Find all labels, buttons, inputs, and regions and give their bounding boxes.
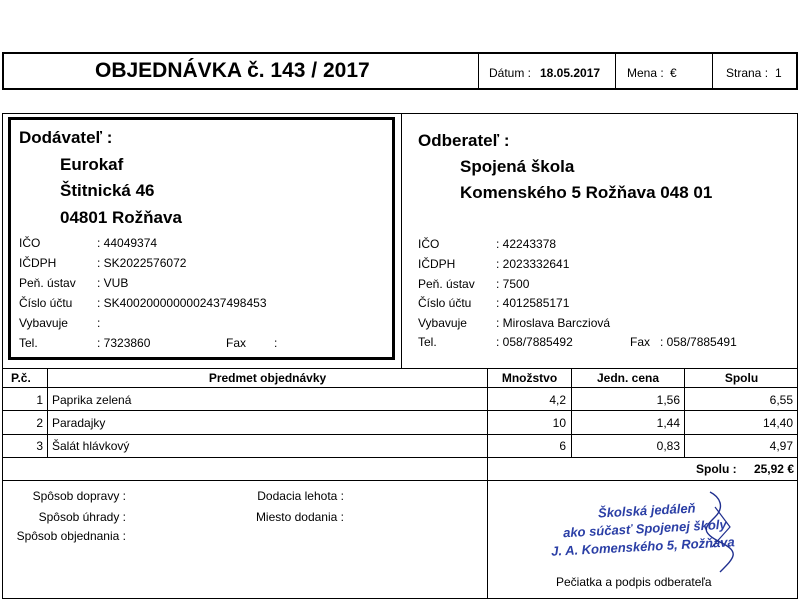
- table-sum-line: [2, 480, 798, 481]
- customer-account-label: Číslo účtu: [418, 296, 472, 310]
- stamp-line-2: ako súčasť Spojenej školy: [562, 516, 728, 541]
- supplier-phone-label: Tel.: [19, 336, 38, 350]
- customer-heading: Odberateľ :: [418, 131, 510, 150]
- row1-qty: 4,2: [549, 393, 566, 407]
- supplier-ico-label: IČO: [19, 236, 41, 250]
- supplier-account-value: : SK4002000000002437498453: [97, 296, 267, 310]
- customer-account-value: : 4012585171: [496, 296, 570, 310]
- customer-address: Komenského 5 Rožňava 048 01: [460, 183, 713, 202]
- sum-label: Spolu :: [696, 462, 737, 476]
- row1-total: 6,55: [769, 393, 793, 407]
- customer-fax-label: Fax: [630, 335, 651, 349]
- row3-qty: 6: [559, 439, 566, 453]
- parties-divider: [401, 114, 402, 368]
- signature-scribble: [690, 487, 750, 577]
- row1-no: 1: [36, 393, 43, 407]
- supplier-bank-value: : VUB: [97, 276, 129, 290]
- supplier-phone-value: : 7323860: [97, 336, 151, 350]
- footer-divider: [487, 480, 488, 598]
- date-value: 18.05.2017: [540, 66, 601, 80]
- row3-item: Šalát hlávkový: [52, 439, 130, 453]
- payment-label: Spôsob úhrady :: [38, 510, 126, 524]
- customer-icdph-label: IČDPH: [418, 257, 456, 271]
- row3-price: 0,83: [656, 439, 680, 453]
- table-row3-line: [2, 457, 798, 458]
- table-top-line: [2, 368, 798, 369]
- row1-price: 1,56: [656, 393, 680, 407]
- row3-total: 4,97: [769, 439, 793, 453]
- transport-label: Spôsob dopravy :: [32, 489, 126, 503]
- supplier-bank-label: Peň. ústav: [19, 276, 76, 290]
- col-header-qty: Množstvo: [501, 371, 558, 385]
- row1-item: Paprika zelená: [52, 393, 132, 407]
- signature-label: Pečiatka a podpis odberateľa: [556, 575, 712, 589]
- customer-phone-value: : 058/7885492: [496, 335, 573, 349]
- row2-qty: 10: [552, 416, 566, 430]
- row2-no: 2: [36, 416, 43, 430]
- supplier-fax-value: :: [274, 336, 278, 350]
- col-header-no: P.č.: [11, 371, 31, 385]
- stamp-line-3: J. A. Komenského 5, Rožňava: [550, 534, 736, 559]
- sum-value: 25,92 €: [753, 462, 794, 476]
- supplier-handler-label: Vybavuje: [19, 316, 68, 330]
- row2-item: Paradajky: [52, 416, 106, 430]
- customer-ico-value: : 42243378: [496, 237, 557, 251]
- customer-bank-label: Peň. ústav: [418, 277, 475, 291]
- customer-handler-label: Vybavuje: [418, 316, 467, 330]
- customer-ico-label: IČO: [418, 237, 440, 251]
- supplier-icdph-label: IČDPH: [19, 256, 57, 270]
- customer-handler-value: : Miroslava Barcziová: [496, 316, 611, 330]
- customer-phone-label: Tel.: [418, 335, 437, 349]
- row3-no: 3: [36, 439, 43, 453]
- supplier-name: Eurokaf: [60, 155, 124, 174]
- col-header-total: Spolu: [724, 371, 759, 385]
- stamp-line-1: Školská jedáleň: [597, 500, 696, 521]
- table-header-line: [2, 387, 798, 388]
- order-method-label: Spôsob objednania :: [16, 529, 126, 543]
- currency-label: Mena :: [627, 66, 664, 80]
- col-header-price: Jedn. cena: [596, 371, 660, 385]
- supplier-handler-value: :: [97, 316, 101, 330]
- delivery-time-label: Dodacia lehota :: [257, 489, 344, 503]
- customer-icdph-value: : 2023332641: [496, 257, 570, 271]
- currency-value: €: [670, 66, 677, 80]
- supplier-heading: Dodávateľ :: [19, 128, 113, 147]
- customer-bank-value: : 7500: [496, 277, 530, 291]
- page-value: 1: [775, 66, 782, 80]
- header-divider-2: [615, 53, 616, 89]
- page-title: OBJEDNÁVKA č. 143 / 2017: [95, 59, 370, 82]
- row2-total: 14,40: [762, 416, 793, 430]
- supplier-account-label: Číslo účtu: [19, 296, 73, 310]
- header-divider-3: [712, 53, 713, 89]
- table-row1-line: [2, 410, 798, 411]
- customer-name: Spojená škola: [460, 157, 575, 176]
- delivery-place-label: Miesto dodania :: [255, 510, 344, 524]
- supplier-fax-label: Fax: [226, 336, 247, 350]
- date-label: Dátum :: [489, 66, 532, 80]
- page-label: Strana :: [726, 66, 769, 80]
- header-divider-1: [478, 53, 479, 89]
- supplier-ico-value: : 44049374: [97, 236, 158, 250]
- supplier-city: 04801 Rožňava: [60, 208, 182, 227]
- table-row2-line: [2, 434, 798, 435]
- customer-fax-value: : 058/7885491: [660, 335, 737, 349]
- supplier-street: Štitnická 46: [60, 181, 155, 200]
- supplier-icdph-value: : SK2022576072: [97, 256, 187, 270]
- row2-price: 1,44: [656, 416, 680, 430]
- col-header-item: Predmet objednávky: [208, 371, 327, 385]
